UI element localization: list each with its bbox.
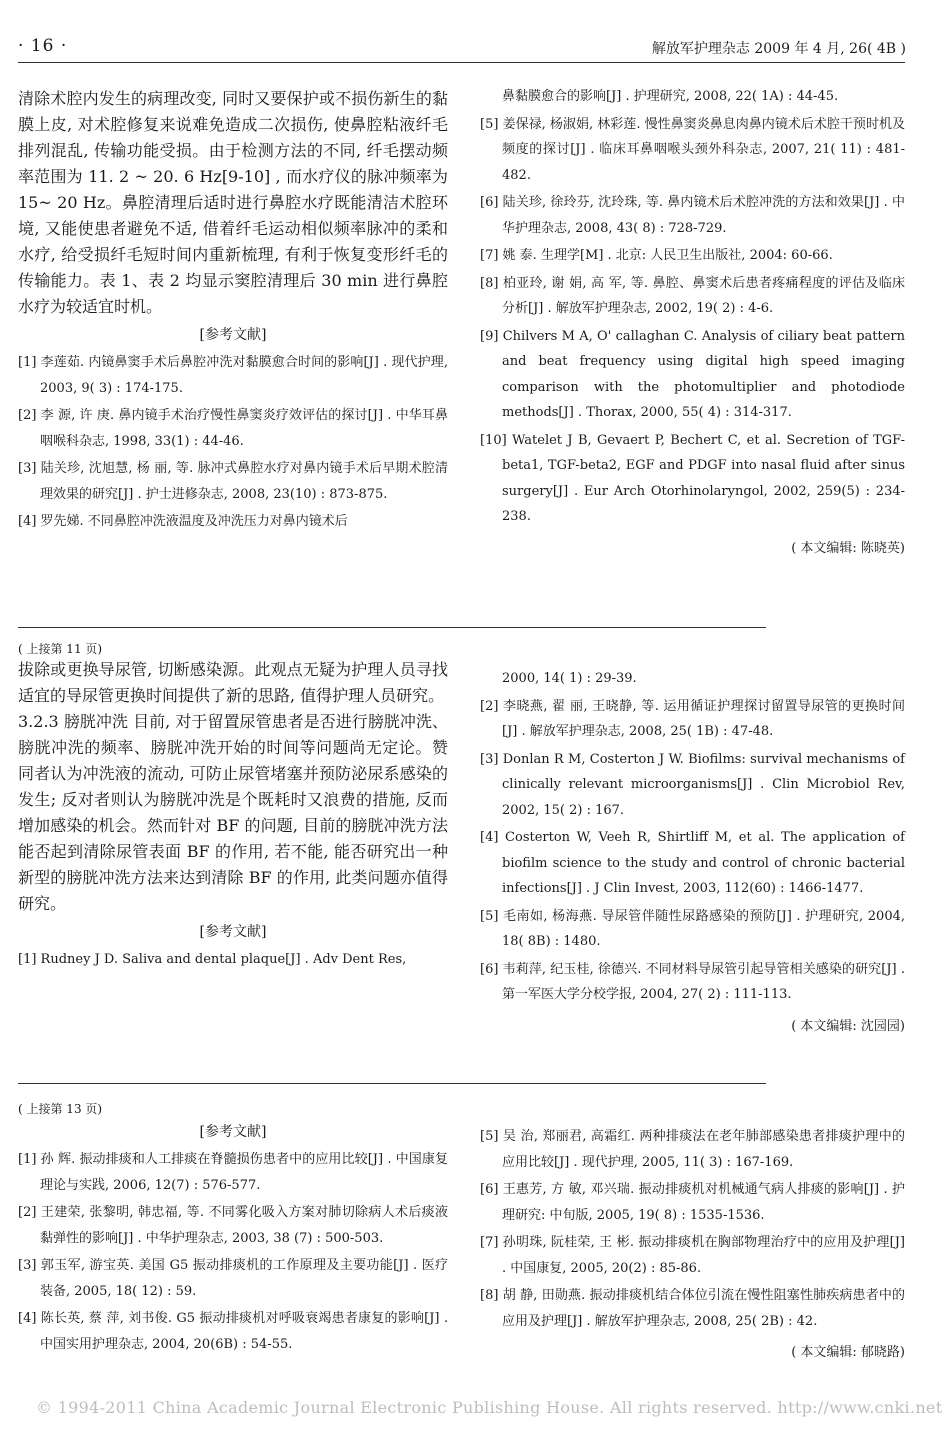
- reference-item: [6] 王惠芳, 方 敏, 邓兴瑞. 振动排痰机对机械通气病人排痰的影响[J] . 护理研究: 中旬版, 2005, 19( 8) : 1535-1536.: [480, 1182, 905, 1223]
- reference-item: [2] 李 源, 许 庚. 鼻内镜手术治疗慢性鼻窦炎疗效评估的探讨[J] . 中华耳鼻咽喉科杂志, 1998, 33(1) : 44-46.: [18, 408, 448, 449]
- reference-item: [8] 胡 静, 田勋燕. 振动排痰机结合体位引流在慢性阻塞性肺疾病患者中的应用及护理[J] . 解放军护理杂志, 2008, 25( 2B) : 42.: [480, 1288, 905, 1329]
- reference-item: [1] 李莲茹. 内镜鼻窦手术后鼻腔冲洗对黏膜愈合时间的影响[J] . 现代护理, 2003, 9( 3) : 174-175.: [18, 355, 448, 396]
- section2-right-references: [480, 666, 905, 1039]
- section1-left-references: [18, 350, 448, 535]
- section2-left-column: [18, 640, 448, 975]
- copyright-watermark: © 1994-2011 China Academic Journal Electronic Publishing House. All rights reserved. http://www.cnki.net: [36, 1398, 943, 1417]
- reference-item: [5] 姜保禄, 杨淑娟, 林彩莲. 慢性鼻窦炎鼻息肉鼻内镜术后术腔干预时机及频度的探讨[J] . 临床耳鼻咽喉头颈外科杂志, 2007, 21( 11) : 481-482.: [480, 116, 905, 183]
- reference-item: [1] Rudney J D. Saliva and dental plaque[J] . Adv Dent Res,: [18, 952, 407, 967]
- continued-from-note: ( 上接第 13 页): [18, 1102, 103, 1116]
- reference-continuation: 鼻黏膜愈合的影响[J] . 护理研究, 2008, 22( 1A) : 44-45.: [502, 89, 839, 104]
- reference-item: [6] 韦莉萍, 纪玉桂, 徐德兴. 不同材料导尿管引起导管相关感染的研究[J] . 第一军医大学分校学报, 2004, 27( 2) : 111-113.: [480, 961, 905, 1002]
- reference-item: [2] 李晓燕, 翟 丽, 王晓静, 等. 运用循证护理探讨留置导尿管的更换时间[J] . 解放军护理杂志, 2008, 25( 1B) : 47-48.: [480, 698, 905, 739]
- reference-item: [3] Donlan R M, Costerton J W. Biofilms: survival mechanisms of clinically relevant microorganisms[J] . Clin Microbiol Rev, 2002, 15( 2) : 167.: [480, 751, 905, 818]
- section2-left-references: [18, 947, 448, 973]
- reference-item: [4] 罗先娣. 不同鼻腔冲洗液温度及冲洗压力对鼻内镜术后: [18, 514, 348, 529]
- reference-item: [7] 孙明珠, 阮桂荣, 王 彬. 振动排痰机在胸部物理治疗中的应用及护理[J] . 中国康复, 2005, 20(2) : 85-86.: [480, 1235, 905, 1276]
- reference-item: [3] 陆关珍, 沈旭慧, 杨 丽, 等. 脉冲式鼻腔水疗对鼻内镜手术后早期术腔清理效果的研究[J] . 护士进修杂志, 2008, 23(10) : 873-875.: [18, 461, 448, 502]
- reference-item: [9] Chilvers M A, O' callaghan C. Analysis of ciliary beat pattern and beat frequency using digital high speed imaging comparison with the photomultiplier and photodiode methods[J] . Thorax, 2000, 55( 4) : 314-317.: [480, 328, 905, 420]
- reference-item: [3] 郭玉军, 游宝英. 美国 G5 振动排痰机的工作原理及主要功能[J] . 医疗装备, 2005, 18( 12) : 59.: [18, 1258, 448, 1299]
- section1-left-column: [18, 86, 448, 537]
- editor-credit: ( 本文编辑: 郁晓路): [791, 1345, 905, 1360]
- reference-item: [6] 陆关珍, 徐玲芬, 沈玲珠, 等. 鼻内镜术后术腔冲洗的方法和效果[J] . 中华护理杂志, 2008, 43( 8) : 728-729.: [480, 195, 905, 236]
- reference-item: [1] 孙 辉. 振动排痰和人工排痰在脊髓损伤患者中的应用比较[J] . 中国康复理论与实践, 2006, 12(7) : 576-577.: [18, 1152, 448, 1193]
- reference-item: [7] 姚 泰. 生理学[M] . 北京: 人民卫生出版社, 2004: 60-66.: [480, 248, 833, 263]
- editor-credit: ( 本文编辑: 陈晓英): [791, 540, 905, 556]
- section-divider: [18, 627, 766, 628]
- continued-from-note: ( 上接第 11 页): [18, 642, 103, 656]
- section-divider: [18, 1083, 766, 1084]
- reference-item: [10] Watelet J B, Gevaert P, Bechert C, et al. Secretion of TGF-beta1, TGF-beta2, EGF and PDGF into nasal fluid after sinus surgery[J] . Eur Arch Otorhinolaryngol, 2002, 259(5) : 234-238.: [480, 432, 905, 524]
- journal-info: 解放军护理杂志 2009 年 4 月, 26( 4B ): [651, 41, 906, 57]
- header-rule: [18, 62, 905, 63]
- reference-item: [5] 吴 治, 郑丽君, 高霜红. 两种排痰法在老年肺部感染患者排痰护理中的应用比较[J] . 现代护理, 2005, 11( 3) : 167-169.: [480, 1129, 905, 1170]
- editor-credit: ( 本文编辑: 沈园园): [791, 1018, 905, 1034]
- section2-references-title: [参考文献]: [199, 924, 267, 940]
- reference-item: [5] 毛南如, 杨海燕. 导尿管伴随性尿路感染的预防[J] . 护理研究, 2004, 18( 8B) : 1480.: [480, 908, 905, 949]
- reference-item: [4] 陈长英, 蔡 萍, 刘书俊. G5 振动排痰机对呼吸衰竭患者康复的影响[J] . 中国实用护理杂志, 2004, 20(6B) : 54-55.: [18, 1311, 448, 1352]
- section3-left-column: [18, 1100, 448, 1359]
- section1-body-paragraph: 清除术腔内发生的病理改变, 同时又要保护或不损伤新生的黏膜上皮, 对术腔修复来说难免造成二次损伤, 使鼻腔粘液纤毛排列混乱, 传输功能受损。由于检测方法的不同, 纤毛摆动频率范围为 11. 2 ~ 20. 6 Hz[9-10] , 而水疗仪的脉冲频率为 15~ 20 Hz。鼻腔清理后适时进行鼻腔水疗既能清洁术腔环境, 又能使患者避免不适, 借着纤毛运动相似频率脉冲的柔和水疗, 给受损纤毛短时间内重新梳理, 有利于恢复变形纤毛的传输能力。表 1、表 2 均显示窦腔清理后 30 min 进行鼻腔水疗为较适宜时机。: [18, 89, 448, 316]
- reference-continuation: 2000, 14( 1) : 29-39.: [502, 671, 637, 686]
- section1-references-title: [参考文献]: [199, 327, 267, 343]
- section3-left-references: [18, 1147, 448, 1357]
- reference-item: [2] 王建荣, 张黎明, 韩忠福, 等. 不同雾化吸入方案对肺切除病人术后痰液黏弹性的影响[J] . 中华护理杂志, 2003, 38 (7) : 500-503.: [18, 1205, 448, 1246]
- section3-right-references: [480, 1124, 905, 1366]
- section3-references-title: [参考文献]: [199, 1124, 267, 1140]
- section2-body-paragraph-2: 3.2.3 膀胱冲洗 目前, 对于留置尿管患者是否进行膀胱冲洗、膀胱冲洗的频率、膀胱冲洗开始的时间等问题尚无定论。赞同者认为冲洗液的流动, 可防止尿管堵塞并预防泌尿系感染的发生; 反对者则认为膀胱冲洗是个既耗时又浪费的措施, 反而增加感染的机会。然而针对 BF 的问题, 目前的膀胱冲洗方法能否起到清除尿管表面 BF 的作用, 若不能, 能否研究出一种新型的膀胱冲洗方法来达到清除 BF 的作用, 此类问题亦值得研究。: [18, 712, 448, 913]
- reference-item: [4] Costerton W, Veeh R, Shirtliff M, et al. The application of biofilm science to the study and control of chronic bacterial infections[J] . J Clin Invest, 2003, 112(60) : 1466-1477.: [480, 830, 905, 896]
- section1-right-references: [480, 84, 905, 561]
- section2-body-paragraph-1: 拔除或更换导尿管, 切断感染源。此观点无疑为护理人员寻找适宜的导尿管更换时间提供了新的思路, 值得护理人员研究。: [18, 660, 448, 705]
- reference-item: [8] 柏亚玲, 谢 娟, 高 军, 等. 鼻腔、鼻窦术后患者疼痛程度的评估及临床分析[J] . 解放军护理杂志, 2002, 19( 2) : 4-6.: [480, 275, 905, 316]
- page-number: · 16 ·: [18, 36, 68, 56]
